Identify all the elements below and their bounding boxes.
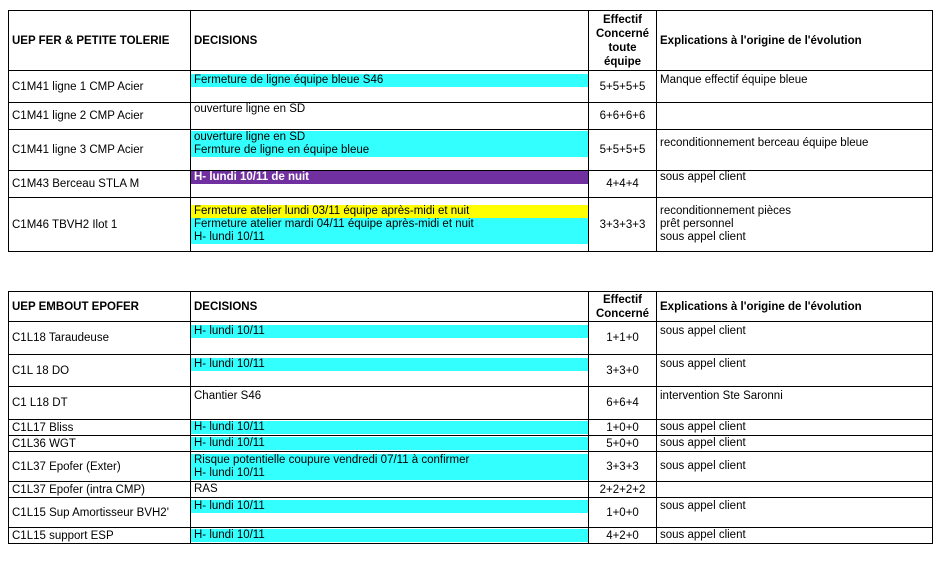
effectif-cell: 1+0+0	[589, 420, 657, 436]
effectif-cell: 5+5+5+5	[589, 71, 657, 103]
decision-line	[191, 403, 588, 416]
decisions-cell	[191, 528, 589, 544]
unit-cell: C1L15 support ESP	[9, 528, 191, 544]
decision-line: ouverture ligne en SD	[194, 103, 306, 115]
unit-cell: C1L37 Epofer (intra CMP)	[9, 482, 191, 498]
explication-line	[657, 371, 932, 384]
table-row	[9, 322, 933, 355]
explication-line: Manque effectif équipe bleue	[660, 73, 808, 86]
explication-line	[657, 87, 932, 100]
decisions-cell	[191, 198, 589, 252]
unit-cell: C1M43 Berceau STLA M	[9, 171, 191, 198]
decisions-cell	[191, 103, 589, 130]
decision-line: H- lundi 10/11	[191, 325, 588, 338]
explication-line: sous appel client	[660, 421, 746, 433]
decision-line	[191, 184, 588, 197]
effectif-cell: 1+0+0	[589, 498, 657, 528]
explications-cell	[657, 198, 933, 252]
explications-cell	[657, 71, 933, 103]
table-row	[9, 528, 933, 544]
explication-line: sous appel client	[660, 325, 746, 337]
explication-line	[657, 338, 932, 351]
decisions-cell	[191, 71, 589, 103]
decision-line: Chantier S46	[194, 390, 262, 402]
table-row	[9, 387, 933, 420]
explication-line	[657, 403, 932, 416]
decisions-cell	[191, 322, 589, 355]
explications-cell	[657, 420, 933, 436]
decision-line: Fermeture de ligne équipe bleue S46	[191, 74, 588, 87]
explications-cell	[657, 322, 933, 355]
decision-line: H- lundi 10/11	[191, 500, 588, 513]
decision-line: H- lundi 10/11	[191, 437, 588, 450]
decision-line: Fermeture atelier lundi 03/11 équipe après-midi et nuit	[191, 205, 588, 218]
explications-cell	[657, 355, 933, 387]
table-uep-embout-epofer	[8, 291, 933, 544]
decisions-cell	[191, 436, 589, 452]
decision-line: H- lundi 10/11	[191, 529, 588, 542]
decision-line: H- lundi 10/11 de nuit	[191, 171, 588, 184]
explication-line	[657, 513, 932, 526]
explication-line: sous appel client	[660, 460, 746, 472]
explications-cell	[657, 103, 933, 130]
explication-line: sous appel client	[660, 529, 746, 541]
decision-line: Risque potentielle coupure vendredi 07/11 à confirmer	[191, 454, 588, 467]
explications-cell	[657, 171, 933, 198]
effectif-cell: 6+6+6+6	[589, 103, 657, 130]
decision-line: H- lundi 10/11	[191, 358, 588, 371]
effectif-cell: 3+3+0	[589, 355, 657, 387]
unit-cell: C1L36 WGT	[9, 436, 191, 452]
explication-line: intervention Ste Saronni	[660, 390, 783, 402]
explication-line	[657, 184, 932, 197]
decision-line	[191, 371, 588, 384]
effectif-cell: 1+1+0	[589, 322, 657, 355]
decisions-cell	[191, 420, 589, 436]
unit-cell: C1M41 ligne 3 CMP Acier	[9, 130, 191, 171]
table-row	[9, 171, 933, 198]
decision-line: RAS	[194, 483, 218, 495]
decision-line: H- lundi 10/11	[191, 231, 588, 244]
unit-cell: C1L 18 DO	[9, 355, 191, 387]
decision-line	[191, 157, 588, 170]
header-effectif-line: équipe	[603, 55, 642, 68]
explications-cell	[657, 528, 933, 544]
unit-cell: C1M41 ligne 2 CMP Acier	[9, 103, 191, 130]
header-unit: UEP EMBOUT EPOFER	[9, 292, 191, 322]
decision-line: ouverture ligne en SD	[191, 131, 588, 144]
header-decisions: DECISIONS	[191, 292, 589, 322]
explications-cell	[657, 387, 933, 420]
table-row	[9, 71, 933, 103]
header-effectif-line: Effectif	[603, 13, 642, 26]
table-row	[9, 198, 933, 252]
table-row	[9, 130, 933, 171]
effectif-cell: 6+6+4	[589, 387, 657, 420]
effectif-cell: 3+3+3+3	[589, 198, 657, 252]
header-explications: Explications à l'origine de l'évolution	[657, 292, 933, 322]
table-row	[9, 355, 933, 387]
effectif-cell: 5+0+0	[589, 436, 657, 452]
decision-line: H- lundi 10/11	[191, 467, 588, 480]
unit-cell: C1M41 ligne 1 CMP Acier	[9, 71, 191, 103]
explication-line: reconditionnement berceau équipe bleue	[660, 137, 869, 149]
unit-cell: C1L15 Sup Amortisseur BVH2'	[9, 498, 191, 528]
unit-cell: C1M46 TBVH2 Ilot 1	[9, 198, 191, 252]
explication-line	[657, 103, 932, 116]
decisions-cell	[191, 130, 589, 171]
header-effectif-line: Concerné	[595, 27, 650, 40]
explication-line	[657, 150, 932, 163]
decision-line	[191, 87, 588, 100]
effectif-cell: 3+3+3	[589, 452, 657, 482]
unit-cell: C1L18 Taraudeuse	[9, 322, 191, 355]
effectif-cell: 2+2+2+2	[589, 482, 657, 498]
explication-line: sous appel client	[660, 357, 746, 370]
decision-line: Fermeture atelier mardi 04/11 équipe après-midi et nuit	[191, 218, 588, 231]
table-body	[9, 322, 933, 544]
decision-line	[191, 116, 588, 129]
table-body	[9, 71, 933, 252]
decisions-cell	[191, 452, 589, 482]
explication-line: sous appel client	[660, 437, 746, 449]
decision-line	[191, 338, 588, 351]
header-unit: UEP FER & PETITE TOLERIE	[9, 11, 191, 71]
header-effectif-line: Effectif	[603, 293, 642, 306]
effectif-cell: 4+4+4	[589, 171, 657, 198]
decision-line	[191, 513, 588, 526]
header-effectif-line: toute	[608, 41, 637, 54]
decision-line: H- lundi 10/11	[191, 421, 588, 434]
decisions-cell	[191, 171, 589, 198]
effectif-cell: 5+5+5+5	[589, 130, 657, 171]
unit-cell: C1L17 Bliss	[9, 420, 191, 436]
explications-cell	[657, 482, 933, 498]
explication-line: sous appel client	[660, 499, 746, 512]
explications-cell	[657, 498, 933, 528]
decision-line: Fermture de ligne en équipe bleue	[191, 144, 588, 157]
decisions-cell	[191, 355, 589, 387]
header-decisions: DECISIONS	[191, 11, 589, 71]
table-row	[9, 482, 933, 498]
decisions-cell	[191, 498, 589, 528]
unit-cell: C1 L18 DT	[9, 387, 191, 420]
effectif-cell: 4+2+0	[589, 528, 657, 544]
table-row	[9, 103, 933, 130]
explication-line: sous appel client	[660, 231, 746, 243]
table-row	[9, 420, 933, 436]
explication-line	[657, 116, 932, 129]
explication-line: prêt personnel	[660, 218, 734, 230]
decisions-cell	[191, 482, 589, 498]
table-row	[9, 452, 933, 482]
explication-line: sous appel client	[660, 171, 746, 183]
explication-line	[657, 483, 932, 496]
explications-cell	[657, 436, 933, 452]
explications-cell	[657, 130, 933, 171]
explication-line: reconditionnement pièces	[660, 205, 792, 217]
table-row	[9, 498, 933, 528]
header-effectif-line: Concerné	[595, 307, 650, 320]
header-explications: Explications à l'origine de l'évolution	[657, 11, 933, 71]
unit-cell: C1L37 Epofer (Exter)	[9, 452, 191, 482]
explications-cell	[657, 452, 933, 482]
table-uep-fer	[8, 10, 933, 252]
header-effectif	[589, 292, 657, 322]
decisions-cell	[191, 387, 589, 420]
table-row	[9, 436, 933, 452]
header-effectif	[589, 11, 657, 71]
